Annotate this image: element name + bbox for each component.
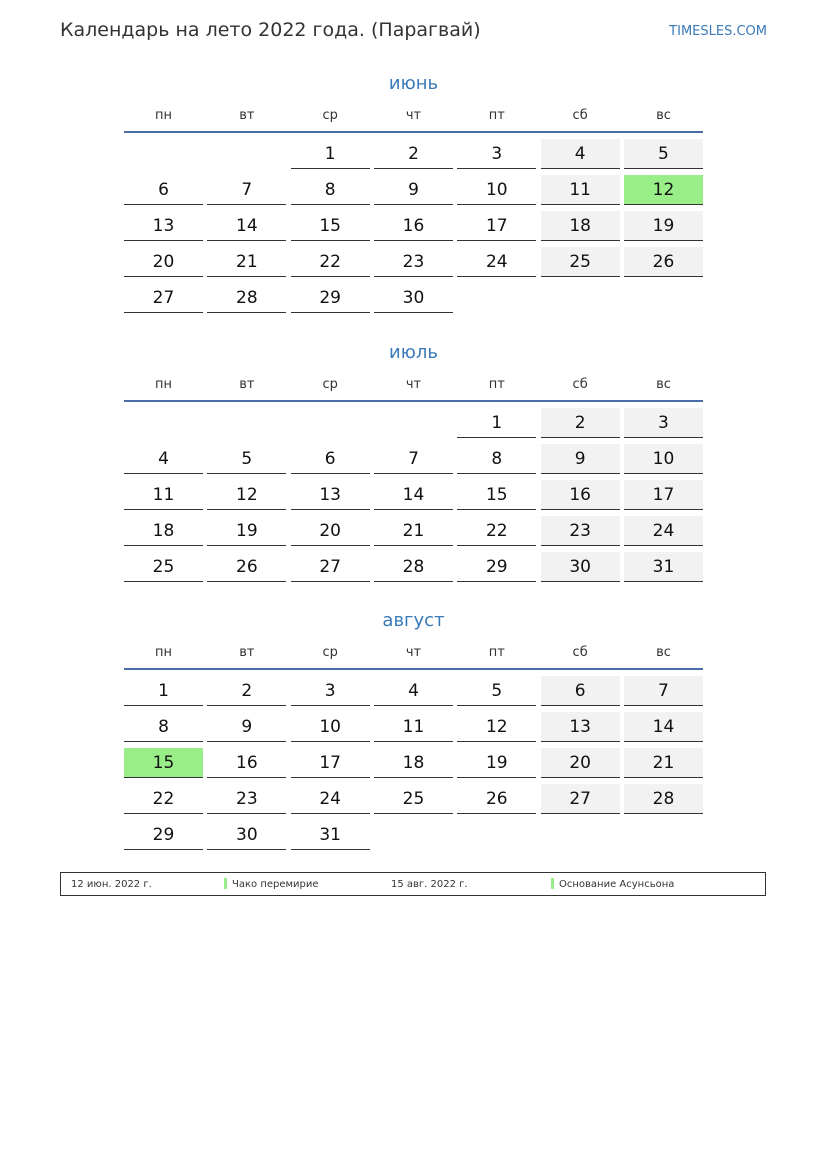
month-name: август bbox=[382, 610, 445, 631]
day-cell: 7 bbox=[624, 676, 703, 706]
legend-date-2: 15 авг. 2022 г. bbox=[391, 879, 468, 890]
empty-cell bbox=[624, 820, 703, 850]
day-cell: 12 bbox=[624, 175, 703, 205]
day-cell: 6 bbox=[291, 444, 370, 474]
week-row bbox=[124, 675, 703, 711]
week-row bbox=[124, 282, 703, 318]
day-cell: 3 bbox=[457, 139, 536, 169]
empty-cell bbox=[541, 820, 620, 850]
day-cell: 21 bbox=[207, 247, 286, 277]
day-cell: 7 bbox=[207, 175, 286, 205]
day-cell: 9 bbox=[207, 712, 286, 742]
day-cell: 28 bbox=[624, 784, 703, 814]
weekday-label: пн bbox=[155, 108, 172, 123]
week-row bbox=[124, 407, 703, 443]
day-cell: 18 bbox=[124, 516, 203, 546]
weekday-label: сб bbox=[572, 377, 588, 392]
day-cell: 2 bbox=[207, 676, 286, 706]
month-name: июль bbox=[389, 342, 438, 363]
day-cell: 30 bbox=[541, 552, 620, 582]
week-row bbox=[124, 551, 703, 587]
day-cell: 27 bbox=[291, 552, 370, 582]
weekday-header bbox=[124, 644, 703, 668]
day-cell: 27 bbox=[541, 784, 620, 814]
day-cell: 25 bbox=[374, 784, 453, 814]
day-cell: 15 bbox=[457, 480, 536, 510]
day-cell: 14 bbox=[207, 211, 286, 241]
day-cell: 8 bbox=[291, 175, 370, 205]
legend-color-1 bbox=[224, 878, 227, 889]
legend-name-1: Чако перемирие bbox=[232, 879, 319, 890]
empty-cell bbox=[624, 283, 703, 313]
day-cell: 5 bbox=[457, 676, 536, 706]
day-cell: 5 bbox=[207, 444, 286, 474]
day-cell: 30 bbox=[374, 283, 453, 313]
day-cell: 9 bbox=[374, 175, 453, 205]
weekday-label: пт bbox=[488, 108, 505, 123]
day-cell: 2 bbox=[374, 139, 453, 169]
day-cell: 13 bbox=[541, 712, 620, 742]
week-row bbox=[124, 443, 703, 479]
day-cell: 12 bbox=[457, 712, 536, 742]
holiday-legend bbox=[60, 872, 766, 896]
day-cell: 19 bbox=[624, 211, 703, 241]
weekday-label: пт bbox=[488, 645, 505, 660]
day-cell: 26 bbox=[624, 247, 703, 277]
day-cell: 17 bbox=[457, 211, 536, 241]
week-row bbox=[124, 138, 703, 174]
weekday-label: вс bbox=[656, 108, 671, 123]
day-cell: 21 bbox=[374, 516, 453, 546]
day-cell: 31 bbox=[624, 552, 703, 582]
day-cell: 10 bbox=[457, 175, 536, 205]
week-row bbox=[124, 711, 703, 747]
day-cell: 21 bbox=[624, 748, 703, 778]
day-cell: 25 bbox=[124, 552, 203, 582]
weekday-label: ср bbox=[322, 377, 338, 392]
day-cell: 31 bbox=[291, 820, 370, 850]
day-cell: 11 bbox=[124, 480, 203, 510]
day-cell: 10 bbox=[624, 444, 703, 474]
day-cell: 15 bbox=[124, 748, 203, 778]
day-cell: 8 bbox=[124, 712, 203, 742]
weekday-label: ср bbox=[322, 645, 338, 660]
day-cell: 12 bbox=[207, 480, 286, 510]
day-cell: 4 bbox=[541, 139, 620, 169]
header-divider bbox=[124, 668, 703, 670]
day-cell: 22 bbox=[291, 247, 370, 277]
day-cell: 15 bbox=[291, 211, 370, 241]
day-cell: 17 bbox=[291, 748, 370, 778]
day-cell: 19 bbox=[457, 748, 536, 778]
weekday-label: чт bbox=[405, 645, 422, 660]
day-cell: 11 bbox=[541, 175, 620, 205]
month-1 bbox=[124, 341, 703, 587]
day-cell: 9 bbox=[541, 444, 620, 474]
day-cell: 1 bbox=[124, 676, 203, 706]
empty-cell bbox=[457, 820, 536, 850]
day-cell: 4 bbox=[374, 676, 453, 706]
day-cell: 16 bbox=[207, 748, 286, 778]
week-row bbox=[124, 515, 703, 551]
day-cell: 7 bbox=[374, 444, 453, 474]
week-row bbox=[124, 246, 703, 282]
day-cell: 26 bbox=[207, 552, 286, 582]
day-cell: 6 bbox=[541, 676, 620, 706]
header-divider bbox=[124, 400, 703, 402]
day-cell: 2 bbox=[541, 408, 620, 438]
day-cell: 20 bbox=[541, 748, 620, 778]
month-2 bbox=[124, 609, 703, 855]
weekday-label: чт bbox=[405, 377, 422, 392]
day-cell: 13 bbox=[291, 480, 370, 510]
weekday-label: пт bbox=[488, 377, 505, 392]
empty-cell bbox=[457, 283, 536, 313]
day-cell: 29 bbox=[124, 820, 203, 850]
day-cell: 11 bbox=[374, 712, 453, 742]
weekday-header bbox=[124, 376, 703, 400]
weekday-label: сб bbox=[572, 108, 588, 123]
legend-color-2 bbox=[551, 878, 554, 889]
weekday-label: вт bbox=[239, 108, 255, 123]
weekday-label: вт bbox=[239, 377, 255, 392]
day-cell: 13 bbox=[124, 211, 203, 241]
empty-cell bbox=[374, 408, 453, 438]
day-cell: 16 bbox=[541, 480, 620, 510]
day-cell: 17 bbox=[624, 480, 703, 510]
day-cell: 4 bbox=[124, 444, 203, 474]
site-link[interactable]: TIMESLES.COM bbox=[669, 24, 767, 39]
day-cell: 20 bbox=[124, 247, 203, 277]
day-cell: 29 bbox=[457, 552, 536, 582]
day-cell: 29 bbox=[291, 283, 370, 313]
legend-date-1: 12 июн. 2022 г. bbox=[71, 879, 152, 890]
day-cell: 23 bbox=[207, 784, 286, 814]
day-cell: 8 bbox=[457, 444, 536, 474]
day-cell: 10 bbox=[291, 712, 370, 742]
empty-cell bbox=[374, 820, 453, 850]
day-cell: 18 bbox=[541, 211, 620, 241]
weekday-label: ср bbox=[322, 108, 338, 123]
week-row bbox=[124, 479, 703, 515]
weekday-label: сб bbox=[572, 645, 588, 660]
day-cell: 26 bbox=[457, 784, 536, 814]
day-cell: 24 bbox=[291, 784, 370, 814]
day-cell: 5 bbox=[624, 139, 703, 169]
day-cell: 23 bbox=[541, 516, 620, 546]
empty-cell bbox=[207, 139, 286, 169]
day-cell: 20 bbox=[291, 516, 370, 546]
day-cell: 19 bbox=[207, 516, 286, 546]
day-cell: 28 bbox=[374, 552, 453, 582]
empty-cell bbox=[124, 139, 203, 169]
weekday-label: пн bbox=[155, 645, 172, 660]
day-cell: 27 bbox=[124, 283, 203, 313]
legend-name-2: Основание Асунсьона bbox=[559, 879, 675, 890]
week-row bbox=[124, 783, 703, 819]
day-cell: 18 bbox=[374, 748, 453, 778]
day-cell: 3 bbox=[624, 408, 703, 438]
empty-cell bbox=[291, 408, 370, 438]
week-row bbox=[124, 210, 703, 246]
day-cell: 24 bbox=[624, 516, 703, 546]
day-cell: 14 bbox=[624, 712, 703, 742]
week-row bbox=[124, 174, 703, 210]
week-row bbox=[124, 747, 703, 783]
day-cell: 1 bbox=[291, 139, 370, 169]
empty-cell bbox=[541, 283, 620, 313]
day-cell: 22 bbox=[124, 784, 203, 814]
day-cell: 30 bbox=[207, 820, 286, 850]
day-cell: 6 bbox=[124, 175, 203, 205]
day-cell: 16 bbox=[374, 211, 453, 241]
empty-cell bbox=[207, 408, 286, 438]
day-cell: 22 bbox=[457, 516, 536, 546]
day-cell: 3 bbox=[291, 676, 370, 706]
day-cell: 24 bbox=[457, 247, 536, 277]
day-cell: 28 bbox=[207, 283, 286, 313]
month-name: июнь bbox=[388, 73, 439, 94]
page-title: Календарь на лето 2022 года. (Парагвай) bbox=[60, 19, 481, 41]
day-cell: 1 bbox=[457, 408, 536, 438]
day-cell: 14 bbox=[374, 480, 453, 510]
header-divider bbox=[124, 131, 703, 133]
day-cell: 25 bbox=[541, 247, 620, 277]
weekday-label: вт bbox=[239, 645, 255, 660]
empty-cell bbox=[124, 408, 203, 438]
weekday-label: пн bbox=[155, 377, 172, 392]
weekday-label: вс bbox=[656, 377, 671, 392]
weekday-label: чт bbox=[405, 108, 422, 123]
weekday-label: вс bbox=[656, 645, 671, 660]
week-row bbox=[124, 819, 703, 855]
weekday-header bbox=[124, 107, 703, 131]
day-cell: 23 bbox=[374, 247, 453, 277]
month-0 bbox=[124, 72, 703, 318]
